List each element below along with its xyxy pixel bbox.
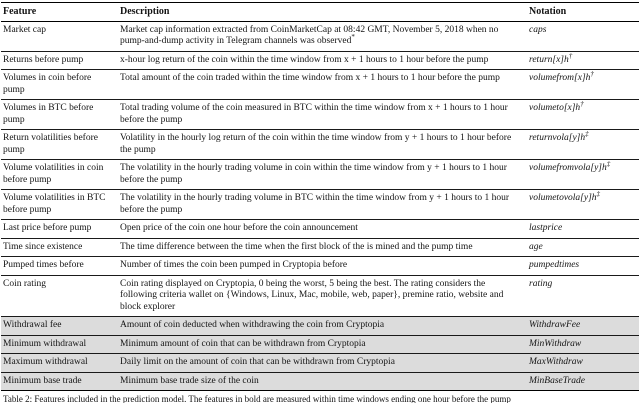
- notation-superscript: ‡: [606, 159, 611, 168]
- description-cell: [118, 257, 527, 276]
- table-row: [1, 372, 639, 391]
- features-table: [1, 2, 639, 391]
- feature-name: Last price before pump: [3, 223, 92, 233]
- description-cell: [118, 220, 527, 239]
- feature-description: Coin rating displayed on Cryptopia, 0 being the worst, 5 being the best. The rating considers the following criteria wallet on {Windows, Linux, Mac, mobile, web, paper}, premine ratio, website and block explorer: [120, 278, 504, 312]
- notation-cell: [527, 238, 639, 257]
- table-row: [1, 130, 639, 160]
- feature-name: Maximum withdrawal: [3, 357, 88, 367]
- feature-cell: [1, 317, 118, 336]
- feature-description: Minimum amount of coin that can be withdrawn from Cryptopia: [120, 338, 366, 349]
- table-body: [1, 21, 639, 391]
- feature-description: Market cap information extracted from CoinMarketCap at 08:42 GMT, November 5, 2018 when no pump-and-dump activity in Telegram channels was observed: [120, 24, 499, 46]
- feature-cell: [1, 130, 118, 160]
- feature-name: Coin rating: [3, 278, 47, 289]
- feature-notation: age: [529, 241, 543, 252]
- description-cell: [118, 70, 527, 100]
- table-row: [1, 190, 639, 220]
- notation-cell: [527, 70, 639, 100]
- feature-name: Volume volatilities in BTC before pump: [3, 193, 106, 215]
- notation-superscript: ‡: [596, 189, 601, 198]
- description-cell: [118, 354, 527, 373]
- feature-cell: [1, 21, 118, 51]
- table-row: [1, 238, 639, 257]
- description-cell: [118, 372, 527, 391]
- feature-cell: [1, 160, 118, 190]
- feature-name: Withdrawal fee: [3, 320, 62, 330]
- feature-notation: volumeto[x]h: [529, 103, 581, 113]
- table-row: [1, 51, 639, 70]
- table-row: [1, 317, 639, 336]
- table-row: [1, 70, 639, 100]
- feature-name: Volumes in coin before pump: [3, 73, 92, 95]
- feature-name: Pumped times before: [3, 260, 84, 270]
- feature-description: Open price of the coin one hour before the coin announcement: [120, 223, 358, 233]
- feature-description: Minimum base trade size of the coin: [120, 375, 259, 386]
- feature-name: Minimum base trade: [3, 375, 82, 386]
- feature-notation: volumefrom[x]h: [529, 73, 591, 83]
- feature-cell: [1, 190, 118, 220]
- column-header-notation: Notation: [527, 3, 639, 22]
- notation-cell: [527, 372, 639, 391]
- notation-superscript: †: [580, 99, 584, 108]
- feature-name: Returns before pump: [3, 54, 84, 65]
- description-cell: [118, 190, 527, 220]
- feature-description: Volatility in the hourly log return of the coin within the time window from y + 1 hours to 1 hour before the pump: [120, 133, 512, 155]
- feature-notation: WithdrawFee: [529, 320, 581, 330]
- feature-description: Total amount of the coin traded within the time window from x + 1 hours to 1 hour before the pump: [120, 73, 500, 83]
- notation-cell: [527, 257, 639, 276]
- notation-superscript: †: [590, 69, 594, 78]
- feature-notation: pumpedtimes: [529, 260, 580, 270]
- feature-name: Minimum withdrawal: [3, 338, 87, 349]
- feature-description: Number of times the coin been pumped in Cryptopia before: [120, 260, 348, 270]
- description-cell: [118, 335, 527, 354]
- feature-notation: returnvola[y]h: [529, 133, 586, 143]
- feature-description: The time difference between the time when the first block of the is mined and the pump time: [120, 241, 473, 252]
- feature-notation: rating: [529, 278, 553, 289]
- description-cell: [118, 130, 527, 160]
- table-row: [1, 160, 639, 190]
- table-row: [1, 257, 639, 276]
- notation-cell: [527, 220, 639, 239]
- table-row: [1, 220, 639, 239]
- notation-cell: [527, 21, 639, 51]
- feature-notation: MinWithdraw: [529, 338, 582, 349]
- table-row: [1, 100, 639, 130]
- feature-name: Volume volatilities in coin before pump: [3, 163, 104, 185]
- feature-name: Time since existence: [3, 241, 83, 252]
- feature-cell: [1, 100, 118, 130]
- feature-cell: [1, 238, 118, 257]
- feature-cell: [1, 354, 118, 373]
- feature-notation: lastprice: [529, 223, 563, 233]
- table-row: [1, 275, 639, 317]
- description-cell: [118, 51, 527, 70]
- description-cell: [118, 238, 527, 257]
- feature-description: Daily limit on the amount of coin that can be withdrawn from Cryptopia: [120, 357, 395, 367]
- feature-description: The volatility in the hourly trading volume in BTC within the time window from y + 1 hours to 1 hour before the pump: [120, 193, 510, 215]
- notation-cell: [527, 51, 639, 70]
- notation-cell: [527, 275, 639, 317]
- feature-notation: MaxWithdraw: [529, 357, 583, 367]
- description-cell: [118, 275, 527, 317]
- table-header-row: [1, 3, 639, 22]
- feature-notation: return[x]h: [529, 54, 569, 65]
- feature-description: Total trading volume of the coin measured in BTC within the time window from x + 1 hours to 1 hour before the pump: [120, 103, 508, 125]
- notation-superscript: †: [568, 51, 573, 60]
- notation-cell: [527, 335, 639, 354]
- column-header-feature: Feature: [1, 3, 118, 22]
- feature-cell: [1, 257, 118, 276]
- description-cell: [118, 317, 527, 336]
- table-caption: Table 2: Features included in the prediction model. The features in bold are measured within time windows ending one hour before the pump: [3, 394, 511, 403]
- description-cell: [118, 21, 527, 51]
- notation-cell: [527, 130, 639, 160]
- notation-superscript: ‡: [585, 129, 589, 138]
- feature-notation: MinBaseTrade: [529, 375, 585, 386]
- notation-cell: [527, 354, 639, 373]
- feature-name: Market cap: [3, 24, 46, 35]
- notation-cell: [527, 100, 639, 130]
- feature-notation: caps: [529, 24, 547, 35]
- notation-cell: [527, 317, 639, 336]
- feature-cell: [1, 51, 118, 70]
- notation-cell: [527, 190, 639, 220]
- feature-cell: [1, 335, 118, 354]
- feature-name: Volumes in BTC before pump: [3, 103, 94, 125]
- table-row: [1, 354, 639, 373]
- feature-description: x-hour log return of the coin within the time window from x + 1 hours to 1 hour before the pump: [120, 54, 489, 65]
- description-cell: [118, 160, 527, 190]
- feature-description: The volatility in the hourly trading volume in coin within the time window from y + 1 hours to 1 hour before the pump: [120, 163, 507, 185]
- feature-name: Return volatilities before pump: [3, 133, 98, 155]
- feature-cell: [1, 220, 118, 239]
- column-header-description: Description: [118, 3, 527, 22]
- feature-cell: [1, 275, 118, 317]
- feature-cell: [1, 372, 118, 391]
- description-superscript: *: [351, 32, 355, 41]
- table-row: [1, 21, 639, 51]
- notation-cell: [527, 160, 639, 190]
- feature-notation: volumefromvola[y]h: [529, 163, 607, 173]
- table-row: [1, 335, 639, 354]
- feature-description: Amount of coin deducted when withdrawing the coin from Cryptopia: [120, 320, 385, 330]
- feature-cell: [1, 70, 118, 100]
- description-cell: [118, 100, 527, 130]
- feature-notation: volumetovola[y]h: [529, 193, 597, 203]
